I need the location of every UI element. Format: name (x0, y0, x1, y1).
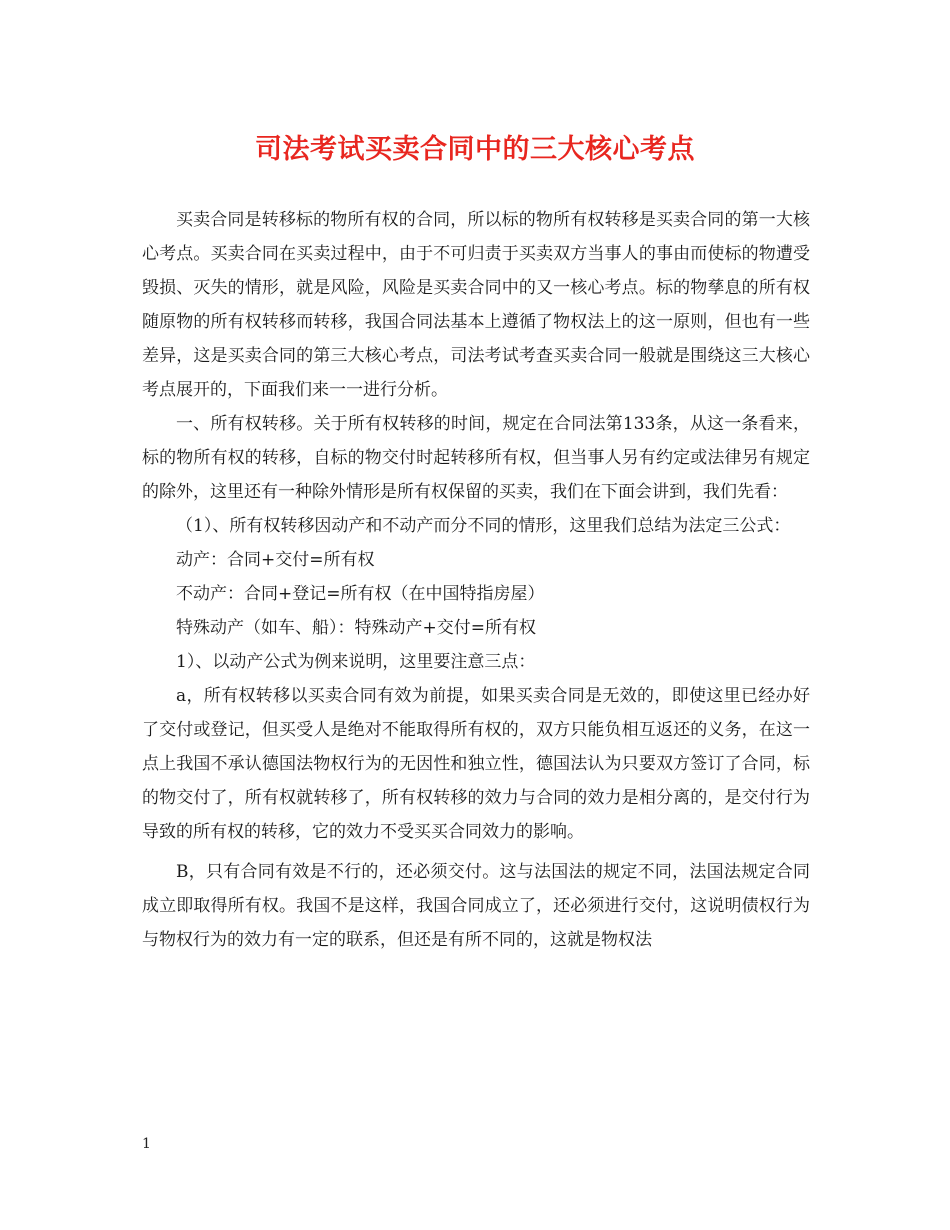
formula-movable: 动产：合同+交付=所有权 (176, 550, 375, 570)
document-title: 司法考试买卖合同中的三大核心考点 (255, 134, 695, 165)
document-body (142, 203, 810, 957)
paragraph-point-one: 1）、以动产公式为例来说明，这里要注意三点： (176, 652, 536, 672)
paragraph-subsection-one: （1）、所有权转移因动产和不动产而分不同的情形，这里我们总结为法定三公式： (176, 516, 791, 536)
formula-special-movable: 特殊动产（如车、船）：特殊动产+交付=所有权 (176, 618, 536, 638)
paragraph-intro: 买卖合同是转移标的物所有权的合同，所以标的物所有权转移是买卖合同的第一大核心考点。买卖合同在买卖过程中，由于不可归责于买卖双方当事人的事由而使标的物遭受毁损、灭失的情形，就是风险，风险是买卖合同中的又一核心考点。标的物孳息的所有权随原物的所有权转移而转移，我国合同法基本上遵循了物权法上的这一原则，但也有一些差异，这是买卖合同的第三大核心考点，司法考试考查买卖合同一般就是围绕这三大核心考点展开的，下面我们来一一进行分析。 (142, 210, 810, 400)
paragraph-section-one: 一、所有权转移。关于所有权转移的时间，规定在合同法第133条，从这一条看来，标的物所有权的转移，自标的物交付时起转移所有权，但当事人另有约定或法律另有规定的除外，这里还有一种除外情形是所有权保留的买卖，我们在下面会讲到，我们先看： (142, 414, 810, 502)
paragraph-point-b: B，只有合同有效是不行的，还必须交付。这与法国法的规定不同，法国法规定合同成立即取得所有权。我国不是这样，我国合同成立了，还必须进行交付，这说明债权行为与物权行为的效力有一定的联系，但还是有所不同的，这就是物权法 (142, 862, 810, 950)
paragraph-point-a: a，所有权转移以买卖合同有效为前提，如果买卖合同是无效的，即使这里已经办好了交付或登记，但买受人是绝对不能取得所有权的，双方只能负相互返还的义务，在这一点上我国不承认德国法物权行为的无因性和独立性，德国法认为只要双方签订了合同，标的物交付了，所有权就转移了，所有权转移的效力与合同的效力是相分离的，是交付行为导致的所有权的转移，它的效力不受买买合同效力的影响。 (142, 686, 810, 842)
page-number: 1 (142, 1136, 151, 1152)
formula-immovable: 不动产：合同+登记=所有权（在中国特指房屋） (176, 584, 545, 604)
